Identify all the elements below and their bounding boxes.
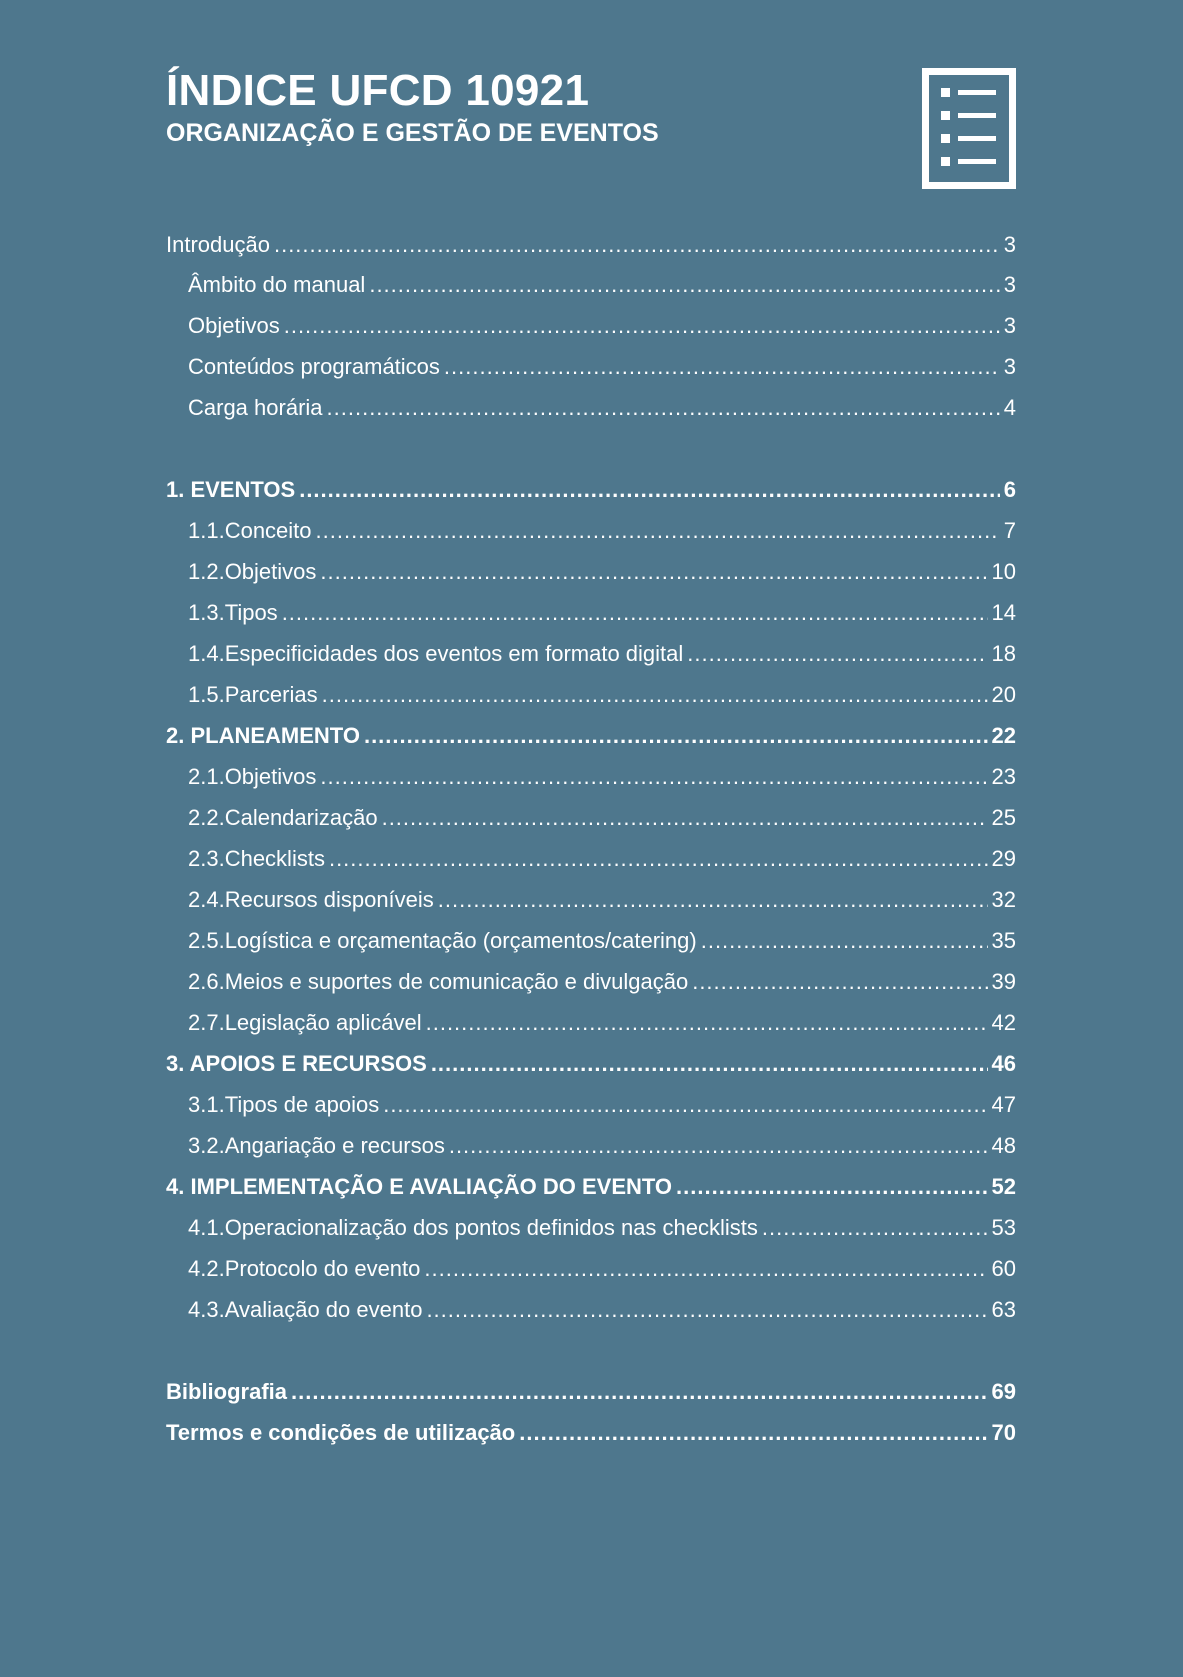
toc-dot-leader	[327, 393, 1000, 423]
toc-entry-label: Termos e condições de utilização	[166, 1420, 516, 1445]
toc-entry-label: Âmbito do manual	[188, 272, 366, 297]
toc-entry-label: 2.1.Objetivos	[188, 764, 317, 789]
toc-entry	[166, 230, 1016, 260]
toc-dot-leader	[299, 475, 1000, 505]
toc-entry	[166, 1049, 1016, 1079]
toc-entry	[166, 1418, 1016, 1448]
toc-entry-label: 2.6.Meios e suportes de comunicação e divulgação	[188, 969, 689, 994]
toc-dot-leader	[762, 1213, 988, 1243]
toc-subentry	[188, 885, 1016, 915]
toc-dot-leader	[369, 270, 999, 300]
toc-entry-label: 3.2.Angariação e recursos	[188, 1133, 445, 1158]
toc-dot-leader	[438, 885, 988, 915]
toc-entry-label: 2.4.Recursos disponíveis	[188, 887, 434, 912]
toc-dot-leader	[519, 1418, 987, 1448]
toc-entry-label: 2.3.Checklists	[188, 846, 325, 871]
toc-page-number: 18	[991, 641, 1016, 666]
toc-subentry	[188, 967, 1016, 997]
toc-entry-label: 4.1.Operacionalização dos pontos definidos nas checklists	[188, 1215, 758, 1240]
toc-subentry	[188, 1295, 1016, 1325]
toc-page-number: 47	[991, 1092, 1016, 1117]
toc-dot-leader	[676, 1172, 987, 1202]
toc-dot-leader	[444, 352, 1000, 382]
toc-dot-leader	[291, 1377, 988, 1407]
toc-dot-leader	[322, 680, 988, 710]
toc-subentry	[188, 557, 1016, 587]
toc-entry-label: 1.4.Especificidades dos eventos em formato digital	[188, 641, 684, 666]
toc-subentry	[188, 1008, 1016, 1038]
toc-subentry	[188, 1131, 1016, 1161]
toc-entry-label: Bibliografia	[166, 1379, 288, 1404]
toc-page-number: 4	[1003, 395, 1016, 420]
toc-page-number: 14	[991, 600, 1016, 625]
toc-page-number: 46	[991, 1051, 1016, 1076]
toc-entry	[166, 475, 1016, 505]
toc-dot-leader	[329, 844, 988, 874]
toc-dot-leader	[426, 1295, 987, 1325]
toc-entry-label: 2.5.Logística e orçamentação (orçamentos/catering)	[188, 928, 697, 953]
toc-page-number: 29	[991, 846, 1016, 871]
toc-page-number: 3	[1003, 354, 1016, 379]
toc-dot-leader	[692, 967, 987, 997]
toc-dot-leader	[284, 311, 1000, 341]
toc-page-number: 42	[991, 1010, 1016, 1035]
toc-entry-label: 1.1.Conceito	[188, 518, 312, 543]
toc-subentry	[188, 311, 1016, 341]
toc-dot-leader	[320, 557, 987, 587]
toc-page-number: 70	[991, 1420, 1016, 1445]
toc-subentry	[188, 680, 1016, 710]
toc-subentry	[188, 762, 1016, 792]
toc-entry	[166, 721, 1016, 751]
toc-dot-leader	[282, 598, 988, 628]
toc-page-number: 52	[991, 1174, 1016, 1199]
toc-dot-leader	[449, 1131, 988, 1161]
toc-page-number: 25	[991, 805, 1016, 830]
toc-page-number: 53	[991, 1215, 1016, 1240]
toc-entry-label: 1. EVENTOS	[166, 477, 296, 502]
toc-page-number: 60	[991, 1256, 1016, 1281]
toc-subentry	[188, 926, 1016, 956]
toc-dot-leader	[316, 516, 1000, 546]
toc-page-number: 3	[1003, 232, 1016, 257]
toc-entry-label: Introdução	[166, 232, 270, 257]
toc-page-number: 20	[991, 682, 1016, 707]
toc-page-number: 23	[991, 764, 1016, 789]
toc-page-number: 39	[991, 969, 1016, 994]
toc-dot-leader	[364, 721, 988, 751]
toc-dot-leader	[382, 803, 988, 833]
toc-subentry	[188, 598, 1016, 628]
toc-dot-leader	[320, 762, 987, 792]
toc-subentry	[188, 1213, 1016, 1243]
toc-entry-label: 4.2.Protocolo do evento	[188, 1256, 421, 1281]
toc-page-number: 3	[1003, 272, 1016, 297]
toc-page-number: 6	[1003, 477, 1016, 502]
page-title: ÍNDICE UFCD 10921	[166, 66, 590, 115]
toc-subentry	[188, 270, 1016, 300]
toc-subentry	[188, 803, 1016, 833]
toc-subentry	[188, 1090, 1016, 1120]
toc-entry-label: 2.2.Calendarização	[188, 805, 378, 830]
toc-page-number: 10	[991, 559, 1016, 584]
toc-dot-leader	[426, 1008, 988, 1038]
toc-page-number: 69	[991, 1379, 1016, 1404]
toc-subentry	[188, 393, 1016, 423]
toc-dot-leader	[701, 926, 988, 956]
toc-subentry	[188, 352, 1016, 382]
toc-entry	[166, 1377, 1016, 1407]
toc-dot-leader	[687, 639, 987, 669]
toc-dot-leader	[274, 230, 1000, 260]
toc-subentry	[188, 639, 1016, 669]
toc-page-number: 22	[991, 723, 1016, 748]
toc-entry-label: Objetivos	[188, 313, 280, 338]
toc-dot-leader	[383, 1090, 987, 1120]
toc-dot-leader	[431, 1049, 988, 1079]
toc-entry-label: 4.3.Avaliação do evento	[188, 1297, 423, 1322]
toc-entry-label: 4. IMPLEMENTAÇÃO E AVALIAÇÃO DO EVENTO	[166, 1174, 673, 1199]
toc-page-number: 32	[991, 887, 1016, 912]
toc-entry	[166, 1172, 1016, 1202]
toc-subentry	[188, 516, 1016, 546]
toc-page-number: 63	[991, 1297, 1016, 1322]
toc-subentry	[188, 844, 1016, 874]
toc-page-number: 3	[1003, 313, 1016, 338]
toc-entry-label: 3. APOIOS E RECURSOS	[166, 1051, 427, 1076]
toc-entry-label: 2. PLANEAMENTO	[166, 723, 360, 748]
toc-entry-label: 1.2.Objetivos	[188, 559, 317, 584]
toc-entry-label: Carga horária	[188, 395, 323, 420]
toc-dot-leader	[424, 1254, 987, 1284]
toc-entry-label: Conteúdos programáticos	[188, 354, 440, 379]
toc-page-number: 35	[991, 928, 1016, 953]
document-list-icon	[922, 68, 1016, 189]
toc-page-number: 48	[991, 1133, 1016, 1158]
toc-entry-label: 1.5.Parcerias	[188, 682, 318, 707]
toc-subentry	[188, 1254, 1016, 1284]
page-subtitle: ORGANIZAÇÃO E GESTÃO DE EVENTOS	[166, 119, 659, 147]
toc-entry-label: 3.1.Tipos de apoios	[188, 1092, 380, 1117]
toc-entry-label: 1.3.Tipos	[188, 600, 278, 625]
toc-page-number: 7	[1003, 518, 1016, 543]
toc-entry-label: 2.7.Legislação aplicável	[188, 1010, 422, 1035]
